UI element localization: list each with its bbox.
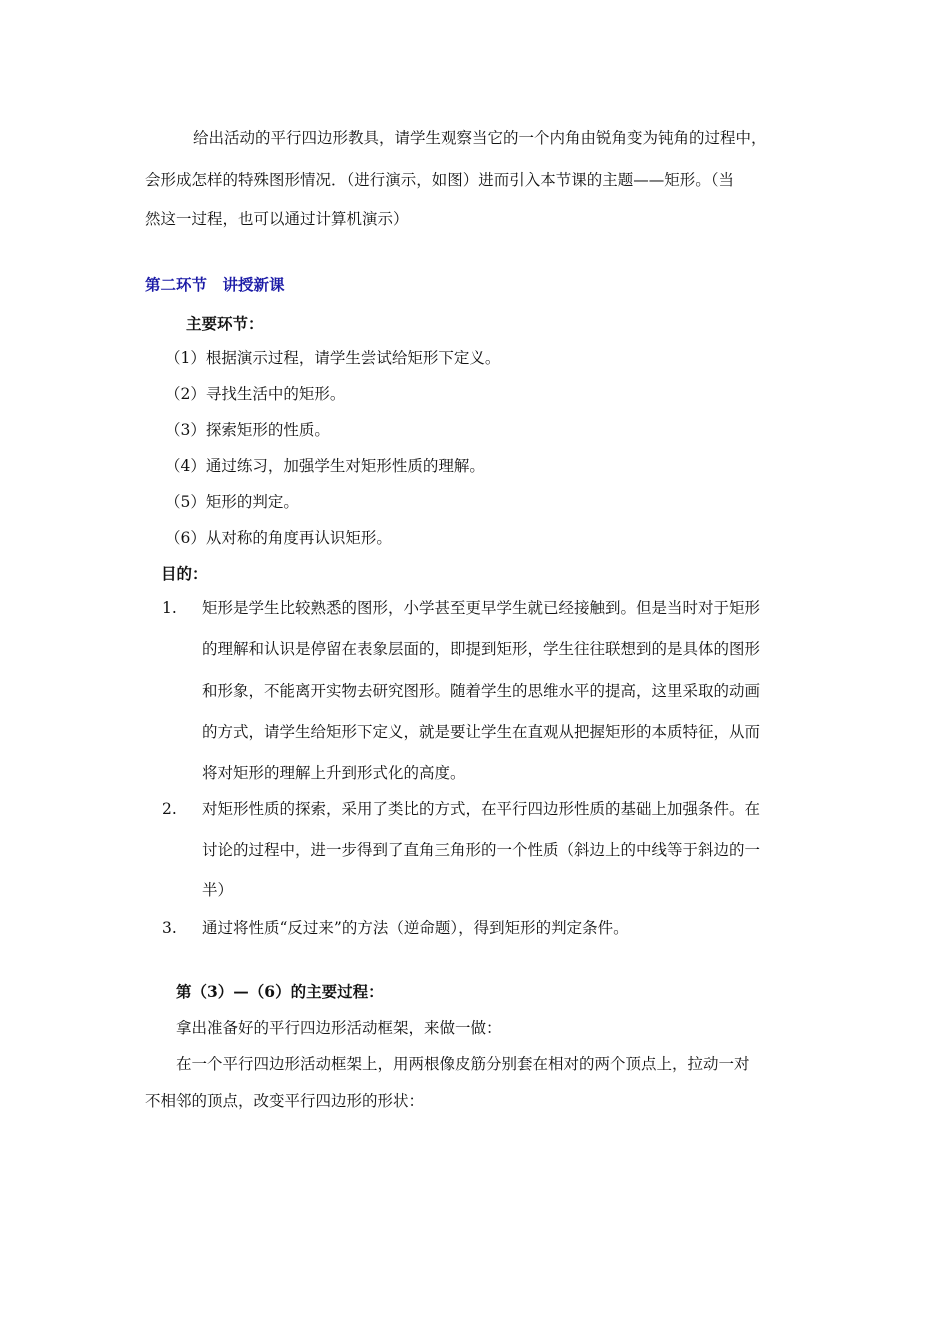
purpose-line: 讨论的过程中，进一步得到了直角三角形的一个性质（斜边上的中线等于斜边的一 xyxy=(202,841,761,859)
purpose-number: 1. xyxy=(162,599,177,617)
purpose-number: 2. xyxy=(162,800,177,818)
process-line-2: 在一个平行四边形活动框架上，用两根像皮筋分别套在相对的两个顶点上，拉动一对 xyxy=(176,1055,750,1073)
purpose-line: 的理解和认识是停留在表象层面的，即提到矩形，学生往往联想到的是具体的图形 xyxy=(202,640,761,658)
intro-line-3: 然这一过程，也可以通过计算机演示） xyxy=(145,210,409,228)
purpose-line: 通过将性质“反过来”的方法（逆命题），得到矩形的判定条件。 xyxy=(202,919,629,937)
section-heading: 第二环节 讲授新课 xyxy=(145,275,285,294)
step-item: （6）从对称的角度再认识矩形。 xyxy=(165,529,392,547)
process-line-1: 拿出准备好的平行四边形活动框架，来做一做： xyxy=(176,1019,502,1037)
purpose-line: 的方式，请学生给矩形下定义，就是要让学生在直观从把握矩形的本质特征，从而 xyxy=(202,723,761,741)
process-line-3: 不相邻的顶点，改变平行四边形的形状： xyxy=(145,1092,425,1110)
process-heading: 第（3）—（6）的主要过程： xyxy=(176,982,384,1001)
step-item: （1）根据演示过程，请学生尝试给矩形下定义。 xyxy=(165,349,501,367)
purpose-line: 对矩形性质的探索，采用了类比的方式，在平行四边形性质的基础上加强条件。在 xyxy=(202,800,761,818)
purpose-line: 矩形是学生比较熟悉的图形，小学甚至更早学生就已经接触到。但是当时对于矩形 xyxy=(202,599,761,617)
step-item: （3）探索矩形的性质。 xyxy=(165,421,330,439)
step-item: （4）通过练习，加强学生对矩形性质的理解。 xyxy=(165,457,485,475)
intro-line-2: 会形成怎样的特殊图形情况．（进行演示，如图）进而引入本节课的主题——矩形。（当 xyxy=(145,171,735,189)
step-item: （5）矩形的判定。 xyxy=(165,493,299,511)
main-steps-label: 主要环节： xyxy=(186,314,264,333)
purpose-label: 目的： xyxy=(161,564,208,583)
step-item: （2）寻找生活中的矩形。 xyxy=(165,385,346,403)
purpose-line: 将对矩形的理解上升到形式化的高度。 xyxy=(202,764,466,782)
purpose-line: 和形象，不能离开实物去研究图形。随着学生的思维水平的提高，这里采取的动画 xyxy=(202,682,761,700)
purpose-number: 3. xyxy=(162,919,177,937)
purpose-line: 半） xyxy=(202,881,234,899)
intro-line-1: 给出活动的平行四边形教具，请学生观察当它的一个内角由锐角变为钝角的过程中， xyxy=(193,129,767,147)
